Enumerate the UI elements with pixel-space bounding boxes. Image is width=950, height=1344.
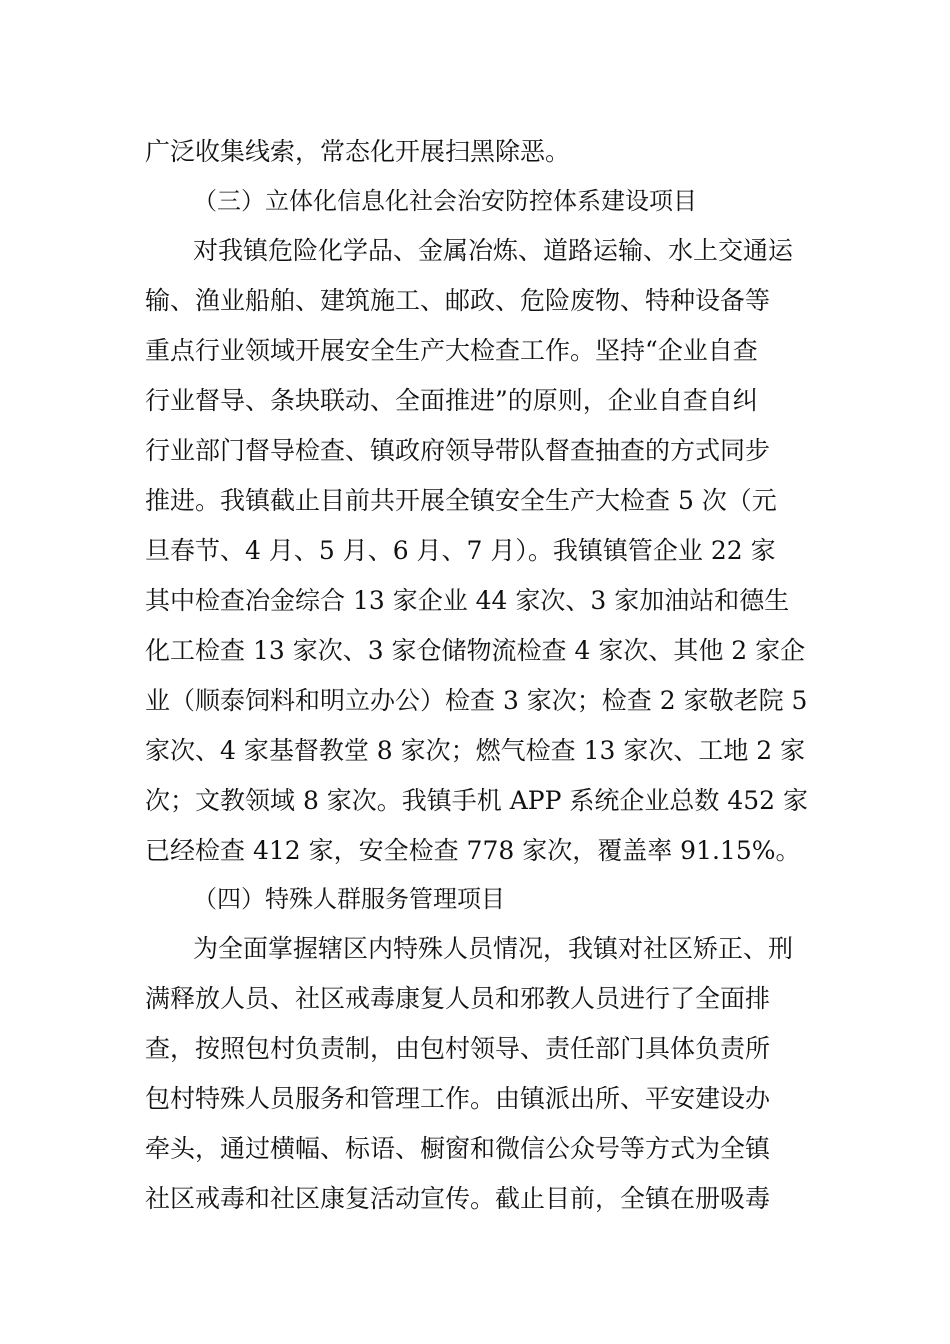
paragraph-line: 行业部门督导检查、镇政府领导带队督查抽查的方式同步 bbox=[145, 436, 771, 465]
paragraph-line: 其中检查冶金综合 13 家企业 44 家次、3 家加油站和德生 bbox=[145, 586, 790, 615]
paragraph-line: 家次、4 家基督教堂 8 家次；燃气检查 13 家次、工地 2 家 bbox=[145, 736, 806, 765]
section-heading-3: （三）立体化信息化社会治安防控体系建设项目 bbox=[193, 187, 697, 215]
paragraph-line: 为全面掌握辖区内特殊人员情况，我镇对社区矫正、刑 bbox=[193, 934, 794, 963]
paragraph-line: 旦春节、4 月、5 月、6 月、7 月）。我镇镇管企业 22 家 bbox=[145, 536, 776, 565]
paragraph-line: 化工检查 13 家次、3 家仓储物流检查 4 家次、其他 2 家企 bbox=[145, 636, 806, 665]
paragraph-line: 输、渔业船舶、建筑施工、邮政、危险废物、特种设备等 bbox=[145, 286, 771, 315]
paragraph-line: 广泛收集线索，常态化开展扫黑除恶。 bbox=[145, 137, 571, 166]
paragraph-line: 包村特殊人员服务和管理工作。由镇派出所、平安建设办 bbox=[145, 1084, 771, 1113]
paragraph-line: 社区戒毒和社区康复活动宣传。截止目前，全镇在册吸毒 bbox=[145, 1184, 771, 1213]
paragraph-line: 牵头，通过横幅、标语、橱窗和微信公众号等方式为全镇 bbox=[145, 1134, 771, 1163]
paragraph-line: 重点行业领域开展安全生产大检查工作。坚持“企业自查 bbox=[145, 336, 758, 365]
paragraph-line: 行业督导、条块联动、全面推进”的原则，企业自查自纠 bbox=[145, 386, 758, 415]
paragraph-line: 推进。我镇截止目前共开展全镇安全生产大检查 5 次（元 bbox=[145, 486, 777, 515]
paragraph-line: 查，按照包村负责制，由包村领导、责任部门具体负责所 bbox=[145, 1034, 771, 1063]
paragraph-line: 次；文教领域 8 家次。我镇手机 APP 系统企业总数 452 家 bbox=[145, 786, 809, 815]
paragraph-line: 满释放人员、社区戒毒康复人员和邪教人员进行了全面排 bbox=[145, 984, 771, 1013]
paragraph-line: 已经检查 412 家，安全检查 778 家次，覆盖率 91.15%。 bbox=[145, 836, 801, 865]
paragraph-line: 业（顺泰饲料和明立办公）检查 3 家次；检查 2 家敬老院 5 bbox=[145, 686, 808, 715]
paragraph-line: 对我镇危险化学品、金属冶炼、道路运输、水上交通运 bbox=[193, 236, 794, 265]
section-heading-4: （四）特殊人群服务管理项目 bbox=[193, 885, 505, 913]
